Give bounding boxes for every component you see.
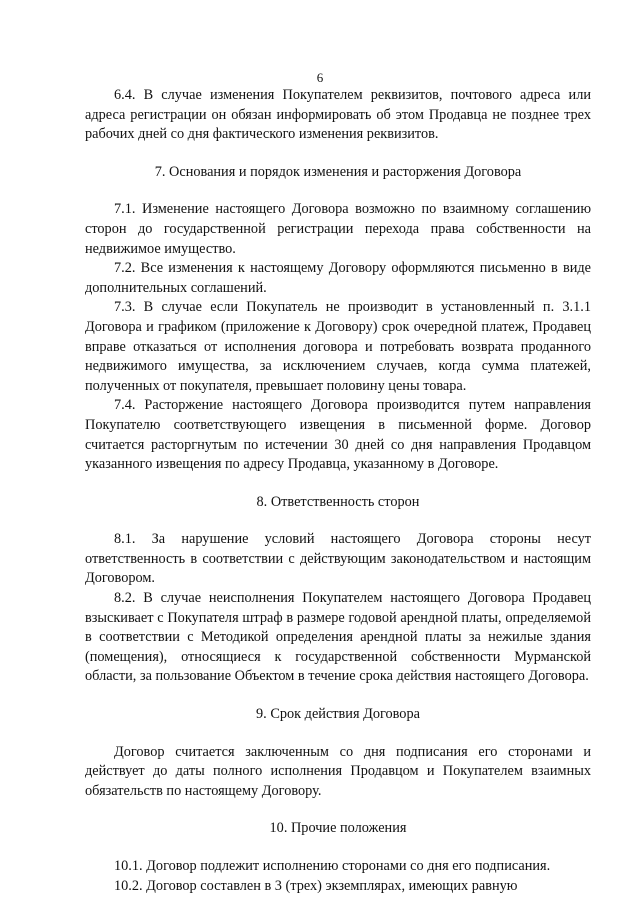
section-8-heading: 8. Ответственность сторон [256, 493, 420, 510]
section-7-heading: 7. Основания и порядок изменения и расторжения Договора [154, 163, 522, 180]
clause-7-3: 7.3. В случае если Покупатель не производит в установленный п. 3.1.1 Договора и графиком (приложение к Договору) срок очередной платеж, Продавец вправе отказаться от исполнения договора и потребовать возврата проданного недвижимого имущества, за исключением случаев, когда сумма платежей, полученных от покупателя, превышает половину цены товара. [85, 299, 591, 394]
clause-10-1: 10.1. Договор подлежит исполнению сторонами со дня его подписания. [114, 858, 551, 874]
clause-7-2: 7.2. Все изменения к настоящему Договору оформляются письменно в виде дополнительных соглашений. [85, 260, 591, 296]
document-body [85, 86, 591, 896]
section-10-heading: 10. Прочие положения [269, 820, 407, 837]
clause-8-1: 8.1. За нарушение условий настоящего Договора стороны несут ответственность в соответствии с действующим законодательством и настоящим Договором. [85, 531, 591, 587]
clause-7-1: 7.1. Изменение настоящего Договора возможно по взаимному соглашению сторон до государственной регистрации перехода права собственности на недвижимое имущество. [85, 201, 591, 257]
clause-6-4: 6.4. В случае изменения Покупателем реквизитов, почтового адреса или адреса регистрации он обязан информировать об этом Продавца не позднее трех рабочих дней со дня фактического изменения реквизитов. [85, 87, 591, 143]
clause-7-4: 7.4. Расторжение настоящего Договора производится путем направления Покупателю соответствующего извещения в письменной форме. Договор считается расторгнутым по истечении 30 дней со дня направления Продавцом указанного извещения по адресу Продавца, указанному в Договоре. [85, 397, 591, 473]
clause-9: Договор считается заключенным со дня подписания его сторонами и действует до даты полного исполнения Продавцом и Покупателем взаимных обязательств по настоящему Договору. [85, 743, 591, 799]
section-9-heading: 9. Срок действия Договора [256, 706, 420, 723]
clause-8-2: 8.2. В случае неисполнения Покупателем настоящего Договора Продавец взыскивает с Покупателя штраф в размере годовой арендной платы, определяемой в соответствии с Методикой определения арендной платы за нежилые здания (помещения), относящиеся к государственной собственности Мурманской области, за пользование Объектом в течение срока действия настоящего Договора. [85, 590, 591, 685]
clause-10-2: 10.2. Договор составлен в 3 (трех) экземплярах, имеющих равную [114, 877, 518, 894]
page-number: 6 [316, 70, 324, 85]
